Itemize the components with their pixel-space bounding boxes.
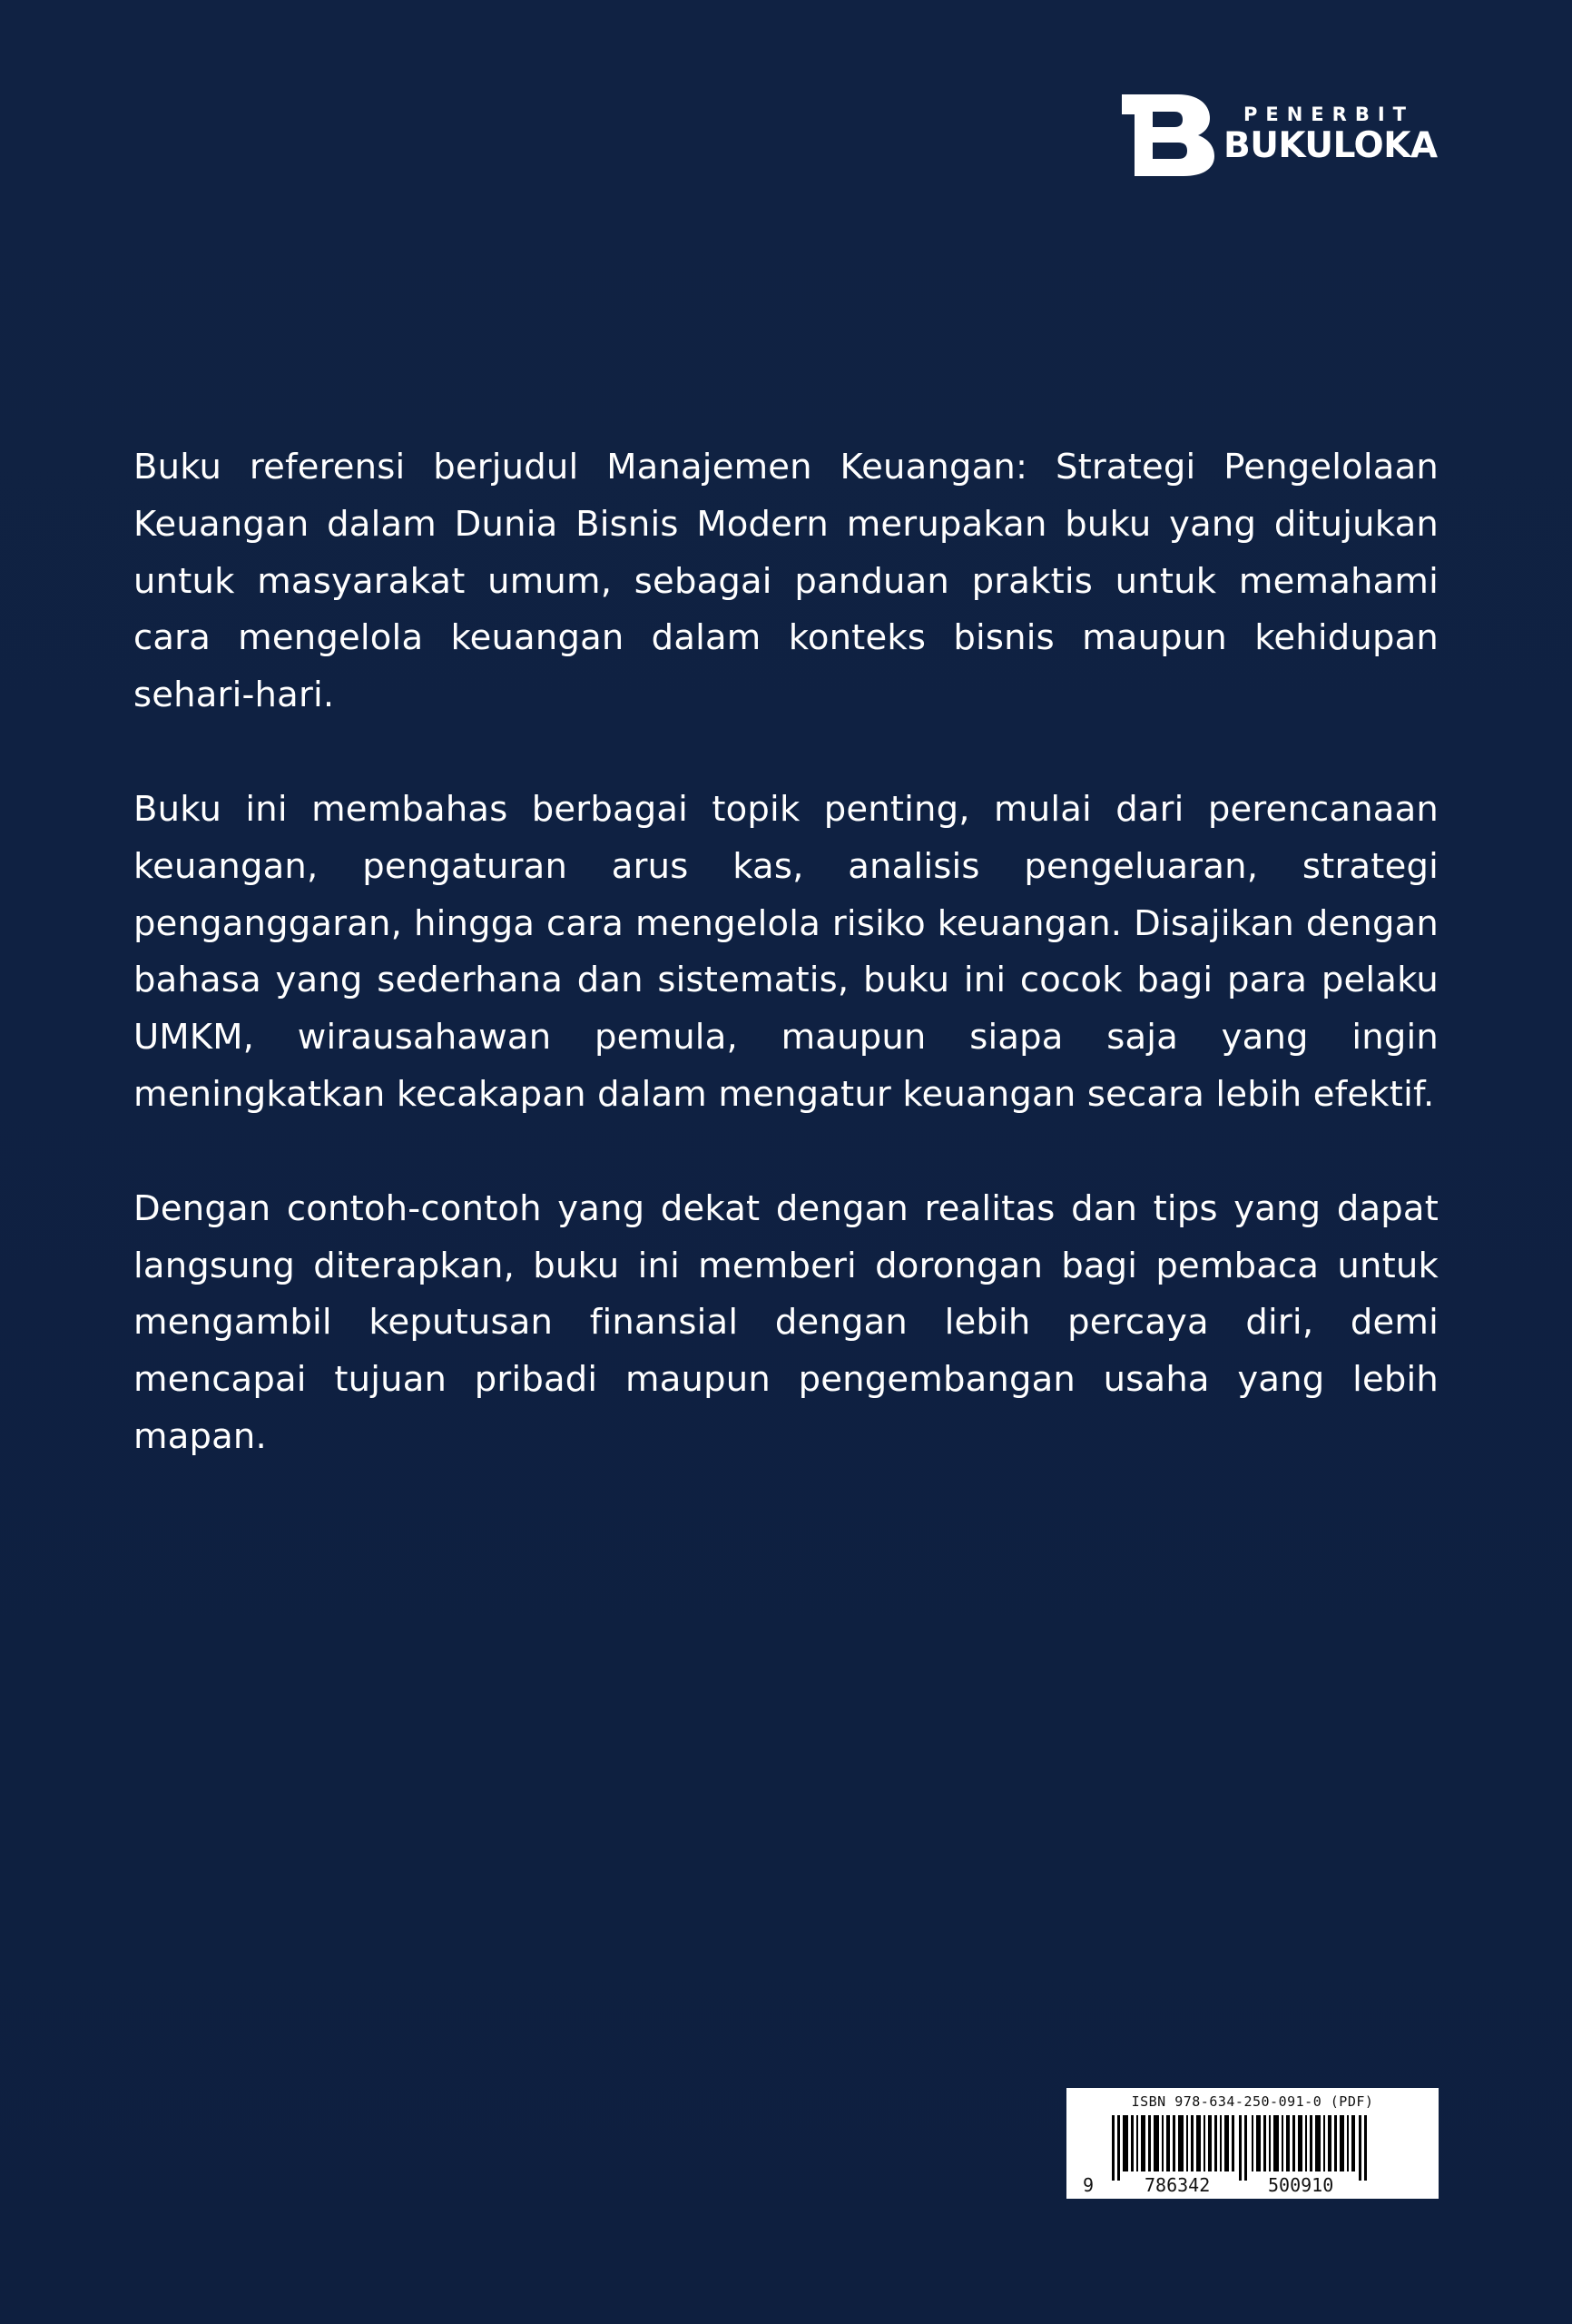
- publisher-label: PENERBIT: [1243, 103, 1414, 125]
- synopsis-paragraph: Buku ini membahas berbagai topik penting, mulai dari perencanaan keuangan, pengaturan arus kas, analisis pengeluaran, strategi penganggaran, hingga cara mengelola risiko keuangan. Disajikan dengan bahasa yang sederhana dan sistematis, buku ini cocok bagi para pelaku UMKM, wirausahawan pemula, maupun siapa saja yang ingin meningkatkan kecakapan dalam mengatur keuangan secara lebih efektif.: [133, 788, 1439, 1115]
- synopsis-paragraph: Buku referensi berjudul Manajemen Keuangan: Strategi Pengelolaan Keuangan dalam Dunia Bisnis Modern merupakan buku yang ditujukan untuk masyarakat umum, sebagai panduan praktis untuk memahami cara mengelola keuangan dalam konteks bisnis maupun kehidupan sehari-hari.: [133, 447, 1439, 716]
- letter-b-logo-icon: [1122, 94, 1216, 176]
- barcode-digit-lead: 9: [1083, 2174, 1095, 2196]
- publisher-logo: [1122, 91, 1439, 182]
- isbn-label: ISBN 978-634-250-091-0 (PDF): [1131, 2093, 1374, 2110]
- barcode-bars-icon: [1112, 2115, 1529, 2181]
- synopsis-paragraph: Dengan contoh-contoh yang dekat dengan realitas dan tips yang dapat langsung diterapkan, buku ini memberi dorongan bagi pembaca untuk mengambil keputusan finansial dengan lebih percaya diri, demi mencapai tujuan pribadi maupun pengembangan usaha yang lebih mapan.: [133, 1187, 1439, 1457]
- barcode-digits-left: 786342: [1145, 2174, 1211, 2196]
- publisher-name: BUKULOKA: [1223, 125, 1438, 166]
- isbn-barcode: [1066, 2088, 1439, 2199]
- barcode-digits-right: 500910: [1268, 2174, 1334, 2196]
- back-cover-synopsis: [133, 439, 1439, 1523]
